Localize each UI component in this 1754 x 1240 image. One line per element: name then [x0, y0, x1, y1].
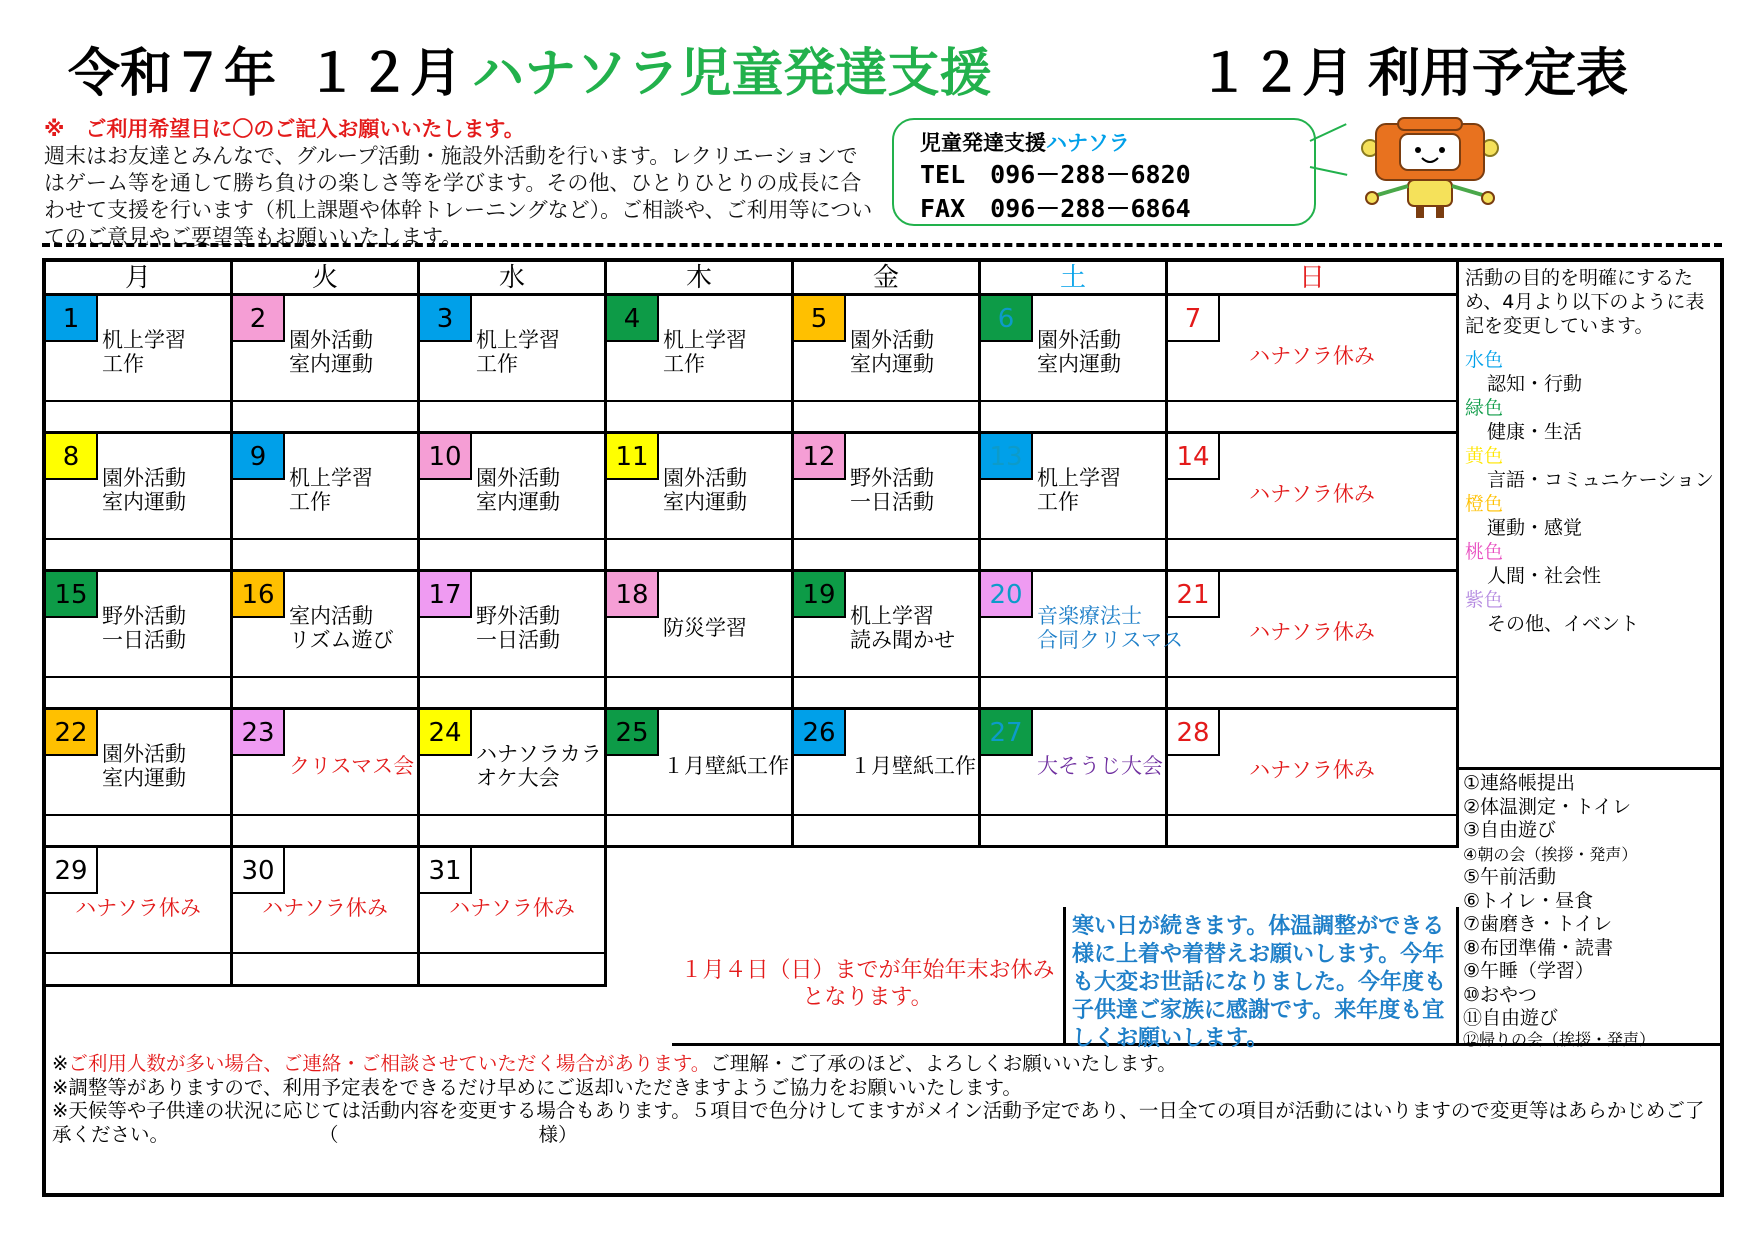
legend-list	[1465, 348, 1720, 636]
calendar-day-20[interactable]	[981, 572, 1184, 710]
legend-purpose: 活動の目的を明確にするため、4月より以下のように表記を変更しています。	[1465, 267, 1705, 337]
footer-line-1-rest: ご理解・ご了承のほど、よろしくお願いいたします。	[710, 1052, 1177, 1075]
mark-row-divider	[233, 538, 417, 540]
activity-text	[663, 328, 747, 376]
footer-line-3-text: ※天候等や子供達の状況に応じては活動内容を変更する場合もあります。５項目で色分けしてますがメイン活動予定であり、一日全ての項目が活動にはいりますので変更等はあらかじめご了承ください。	[52, 1099, 1705, 1146]
day-number: 10	[420, 434, 472, 480]
legend-color-name: 黄色	[1465, 445, 1504, 467]
mark-row-divider	[794, 400, 978, 402]
contact-fax: FAX 096－288－6864	[920, 194, 1191, 223]
mark-row-divider	[607, 538, 791, 540]
intro-text	[44, 116, 874, 251]
closed-label: ハナソラ休み	[262, 896, 388, 920]
intro-note: ※ ご利用希望日に〇のご記入お願いいたします。	[44, 117, 525, 141]
calendar-day-14[interactable]	[1168, 434, 1459, 572]
legend-color-name: 橙色	[1465, 493, 1504, 515]
day-number: 12	[794, 434, 846, 480]
title-month: １２月	[306, 44, 463, 104]
activity-line-1: １月壁紙工作	[850, 754, 976, 778]
day-number: 4	[607, 296, 659, 342]
activity-text	[663, 754, 789, 778]
activity-text	[663, 616, 747, 640]
closed-label: ハナソラ休み	[1249, 344, 1375, 368]
day-number: 3	[420, 296, 472, 342]
day-number: 20	[981, 572, 1033, 618]
activity-text	[102, 466, 186, 514]
mark-row-divider	[233, 952, 417, 954]
legend-color-name: 紫色	[1465, 589, 1504, 611]
calendar	[42, 258, 1724, 1197]
day-number: 9	[233, 434, 285, 480]
weekday-header: 日	[1168, 262, 1459, 296]
activity-text	[289, 604, 394, 652]
new-year-note: １月４日（日）までが年始年末お休みとなります。	[672, 907, 1066, 1046]
day-number: 24	[420, 710, 472, 756]
activity-line-1: 野外活動	[102, 604, 186, 628]
footer-line-1-red: ご利用人数が多い場合、ご連絡・ご相談させていただく場合があります。	[68, 1052, 711, 1075]
day-number: 18	[607, 572, 659, 618]
day-number: 16	[233, 572, 285, 618]
day-number: 21	[1168, 572, 1220, 618]
activity-line-2: 読み聞かせ	[850, 628, 955, 652]
activity-line-2: 工作	[289, 490, 331, 514]
weekday-header: 土	[981, 262, 1168, 296]
activity-line-1: 園外活動	[850, 328, 934, 352]
weekday-header: 木	[607, 262, 794, 296]
activity-line-1: クリスマス会	[289, 754, 415, 778]
calendar-day-22[interactable]	[46, 710, 233, 848]
day-number: 6	[981, 296, 1033, 342]
mark-row-divider	[981, 538, 1165, 540]
calendar-day-31[interactable]	[420, 848, 607, 987]
closed-label: ハナソラ休み	[75, 896, 201, 920]
activity-text	[289, 466, 373, 514]
activity-text	[289, 328, 373, 376]
daily-schedule-item: ④朝の会（挨拶・発声）	[1463, 844, 1638, 864]
calendar-day-29[interactable]	[46, 848, 233, 987]
day-number: 2	[233, 296, 285, 342]
calendar-day-15[interactable]	[46, 572, 233, 710]
activity-text	[102, 604, 186, 652]
mark-row-divider	[420, 952, 604, 954]
daily-schedule-item: ⑪自由遊び	[1463, 1007, 1559, 1029]
daily-schedule-item: ⑥トイレ・昼食	[1463, 889, 1594, 912]
closed-label: ハナソラ休み	[449, 896, 575, 920]
legend-panel	[1459, 262, 1720, 770]
mark-row-divider	[981, 400, 1165, 402]
weekday-header: 月	[46, 262, 233, 296]
legend-color-desc: 言語・コミュニケーション	[1487, 469, 1714, 491]
day-number: 27	[981, 710, 1033, 756]
legend-color-desc: 人間・社会性	[1487, 565, 1602, 587]
activity-line-2: 室内運動	[1037, 352, 1121, 376]
activity-line-2: 一日活動	[476, 628, 560, 652]
mark-row-divider	[420, 400, 604, 402]
footer-line-1	[52, 1052, 1716, 1076]
calendar-day-16[interactable]	[233, 572, 420, 710]
mark-row-divider	[1168, 814, 1456, 816]
activity-text	[1037, 466, 1121, 514]
activity-line-2: 一日活動	[850, 490, 934, 514]
day-number: 23	[233, 710, 285, 756]
activity-text	[476, 466, 560, 514]
mark-row-divider	[233, 400, 417, 402]
day-number: 8	[46, 434, 98, 480]
activity-text	[476, 604, 560, 652]
mark-row-divider	[1168, 400, 1456, 402]
day-number: 7	[1168, 296, 1220, 342]
mark-row-divider	[420, 538, 604, 540]
activity-line-1: 机上学習	[289, 466, 373, 490]
contact-facility-name: ハナソラ	[1046, 131, 1130, 155]
title-month-2: １２月	[1198, 44, 1355, 104]
day-number: 11	[607, 434, 659, 480]
daily-schedule-item: ⑤午前活動	[1463, 866, 1557, 888]
calendar-day-6[interactable]	[981, 296, 1168, 434]
intro-body: 週末はお友達とみんなで、グループ活動・施設外活動を行います。レクリエーションではゲーム等を通して勝ち負けの楽しさ等を学びます。その他、ひとりひとりの成長に合わせて支援を行います（机上課題や体幹トレーニングなど）。ご相談や、ご利用等についてのご意見やご要望等もお願いいたします。	[44, 144, 873, 249]
legend-color-name: 水色	[1465, 349, 1504, 371]
calendar-day-18[interactable]	[607, 572, 794, 710]
calendar-day-23[interactable]	[233, 710, 420, 848]
day-number: 22	[46, 710, 98, 756]
activity-text	[476, 328, 560, 376]
calendar-day-1[interactable]	[46, 296, 233, 434]
daily-schedule	[1459, 770, 1720, 1049]
day-number: 13	[981, 434, 1033, 480]
contact-label-text: 児童発達支援	[920, 131, 1046, 155]
activity-line-1: 机上学習	[850, 604, 934, 628]
legend-color-name: 桃色	[1465, 541, 1504, 563]
day-number: 31	[420, 848, 472, 894]
activity-line-1: 園外活動	[102, 466, 186, 490]
daily-schedule-item: ⑫帰りの会（挨拶・発声）	[1463, 1029, 1656, 1049]
activity-line-2: 工作	[476, 352, 518, 376]
contact-bubble	[892, 118, 1316, 226]
footer-line-2: ※調整等がありますので、利用予定表をできるだけ早めにご返却いただきますようご協力をお願いいたします。	[52, 1075, 1022, 1099]
activity-line-2: 合同クリスマス	[1037, 628, 1184, 652]
activity-text	[102, 742, 186, 790]
calendar-day-27[interactable]	[981, 710, 1168, 848]
legend-color-desc: 認知・行動	[1487, 373, 1583, 395]
activity-line-2: リズム遊び	[289, 628, 394, 652]
activity-line-2: 工作	[1037, 490, 1079, 514]
mark-row-divider	[420, 676, 604, 678]
activity-text	[663, 466, 747, 514]
weekday-header: 火	[233, 262, 420, 296]
contact-label	[920, 128, 1314, 158]
mark-row-divider	[607, 814, 791, 816]
name-field-close: 様）	[538, 1122, 578, 1146]
activity-text	[102, 328, 186, 376]
activity-line-1: ハナソラカラ	[476, 742, 602, 766]
mark-row-divider	[46, 400, 230, 402]
activity-text	[850, 466, 934, 514]
day-number: 28	[1168, 710, 1220, 756]
activity-line-2: 工作	[102, 352, 144, 376]
activity-text	[289, 754, 414, 778]
mark-row-divider	[607, 676, 791, 678]
daily-schedule-item: ①連絡帳提出	[1463, 772, 1576, 794]
daily-schedule-item: ③自由遊び	[1463, 819, 1557, 841]
closed-label: ハナソラ休み	[1249, 482, 1375, 506]
calendar-day-19[interactable]	[794, 572, 981, 710]
calendar-day-2[interactable]	[233, 296, 420, 434]
activity-line-1: 園外活動	[1037, 328, 1121, 352]
activity-line-2: 室内運動	[102, 766, 186, 790]
calendar-day-12[interactable]	[794, 434, 981, 572]
closed-label: ハナソラ休み	[1249, 620, 1375, 644]
daily-schedule-item: ⑩おやつ	[1463, 983, 1538, 1006]
activity-line-1: 机上学習	[476, 328, 560, 352]
day-number: 17	[420, 572, 472, 618]
title-era: 令和７年	[68, 44, 277, 104]
mark-row-divider	[420, 814, 604, 816]
closed-label: ハナソラ休み	[1249, 758, 1375, 782]
day-number: 14	[1168, 434, 1220, 480]
weekday-header: 水	[420, 262, 607, 296]
day-number: 26	[794, 710, 846, 756]
day-number: 30	[233, 848, 285, 894]
activity-text	[476, 742, 602, 790]
calendar-day-17[interactable]	[420, 572, 607, 710]
calendar-day-4[interactable]	[607, 296, 794, 434]
calendar-day-25[interactable]	[607, 710, 794, 848]
mark-row-divider	[233, 676, 417, 678]
activity-line-1: 園外活動	[289, 328, 373, 352]
legend-color-desc: 運動・感覚	[1487, 517, 1583, 539]
activity-line-1: 野外活動	[850, 466, 934, 490]
activity-line-1: 園外活動	[663, 466, 747, 490]
contact-tel: TEL 096－288－6820	[920, 160, 1191, 189]
activity-text	[1037, 754, 1163, 778]
mark-row-divider	[1168, 676, 1456, 678]
calendar-day-28[interactable]	[1168, 710, 1459, 848]
mascot-illustration	[1350, 114, 1510, 220]
calendar-day-8[interactable]	[46, 434, 233, 572]
activity-line-2: 室内運動	[850, 352, 934, 376]
calendar-day-24[interactable]	[420, 710, 607, 848]
activity-line-1: １月壁紙工作	[663, 754, 789, 778]
activity-line-1: 大そうじ大会	[1037, 754, 1163, 778]
activity-line-2: 室内運動	[476, 490, 560, 514]
footer-line-3	[52, 1099, 1716, 1146]
activity-line-1: 机上学習	[663, 328, 747, 352]
calendar-day-10[interactable]	[420, 434, 607, 572]
mark-row-divider	[233, 814, 417, 816]
calendar-day-13[interactable]	[981, 434, 1168, 572]
mark-row-divider	[794, 538, 978, 540]
activity-line-2: 室内運動	[102, 490, 186, 514]
dashed-divider	[42, 243, 1722, 247]
activity-line-1: 園外活動	[476, 466, 560, 490]
legend-color-desc: 健康・生活	[1487, 421, 1583, 443]
day-number: 5	[794, 296, 846, 342]
page-title	[68, 38, 1708, 110]
mark-row-divider	[46, 952, 230, 954]
mark-row-divider	[794, 676, 978, 678]
activity-line-2: 工作	[663, 352, 705, 376]
legend-color-name: 緑色	[1465, 397, 1504, 419]
activity-text	[850, 604, 955, 652]
activity-line-1: 野外活動	[476, 604, 560, 628]
activity-line-2: オケ大会	[476, 766, 560, 790]
activity-line-1: 音楽療法士	[1037, 604, 1142, 628]
weekday-header: 金	[794, 262, 981, 296]
activity-text	[850, 328, 934, 376]
activity-line-1: 机上学習	[1037, 466, 1121, 490]
calendar-day-11[interactable]	[607, 434, 794, 572]
daily-schedule-item: ⑧布団準備・読書	[1463, 936, 1614, 959]
mark-row-divider	[46, 538, 230, 540]
title-schedule: 利用予定表	[1368, 44, 1629, 104]
calendar-day-5[interactable]	[794, 296, 981, 434]
day-number: 25	[607, 710, 659, 756]
calendar-day-26[interactable]	[794, 710, 981, 848]
mark-row-divider	[981, 814, 1165, 816]
calendar-day-7[interactable]	[1168, 296, 1459, 434]
daily-schedule-item: ⑦歯磨き・トイレ	[1463, 913, 1613, 935]
title-facility: ハナソラ児童発達支援	[472, 44, 992, 104]
activity-line-2: 室内運動	[663, 490, 747, 514]
day-number: 1	[46, 296, 98, 342]
bubble-tail	[1310, 123, 1347, 142]
mark-row-divider	[46, 814, 230, 816]
activity-line-1: 室内活動	[289, 604, 373, 628]
activity-line-1: 机上学習	[102, 328, 186, 352]
daily-schedule-item: ⑨午睡（学習）	[1463, 960, 1595, 982]
calendar-day-21[interactable]	[1168, 572, 1459, 710]
day-number: 29	[46, 848, 98, 894]
activity-line-2: 室内運動	[289, 352, 373, 376]
activity-text	[850, 754, 976, 778]
calendar-day-30[interactable]	[233, 848, 420, 987]
calendar-day-3[interactable]	[420, 296, 607, 434]
mark-row-divider	[1168, 538, 1456, 540]
mark-row-divider	[981, 676, 1165, 678]
activity-line-2: 一日活動	[102, 628, 186, 652]
footer-line-1-prefix: ※	[52, 1052, 69, 1075]
name-field-open[interactable]: （	[319, 1122, 339, 1146]
mark-row-divider	[46, 676, 230, 678]
activity-line-1: 防災学習	[663, 616, 747, 640]
activity-line-1: 園外活動	[102, 742, 186, 766]
mark-row-divider	[607, 400, 791, 402]
calendar-day-9[interactable]	[233, 434, 420, 572]
mark-row-divider	[794, 814, 978, 816]
winter-message: 寒い日が続きます。体温調整ができる様に上着や着替えお願いします。今年も大変お世話になりました。今年度も子供達ご家族に感謝です。来年度も宜しくお願いします。	[1066, 907, 1459, 1046]
daily-schedule-item: ②体温測定・トイレ	[1463, 795, 1632, 818]
footer-notes	[46, 1046, 1720, 1146]
day-number: 15	[46, 572, 98, 618]
activity-text	[1037, 604, 1183, 652]
activity-text	[1037, 328, 1121, 376]
day-number: 19	[794, 572, 846, 618]
legend-color-desc: その他、イベント	[1487, 613, 1640, 635]
